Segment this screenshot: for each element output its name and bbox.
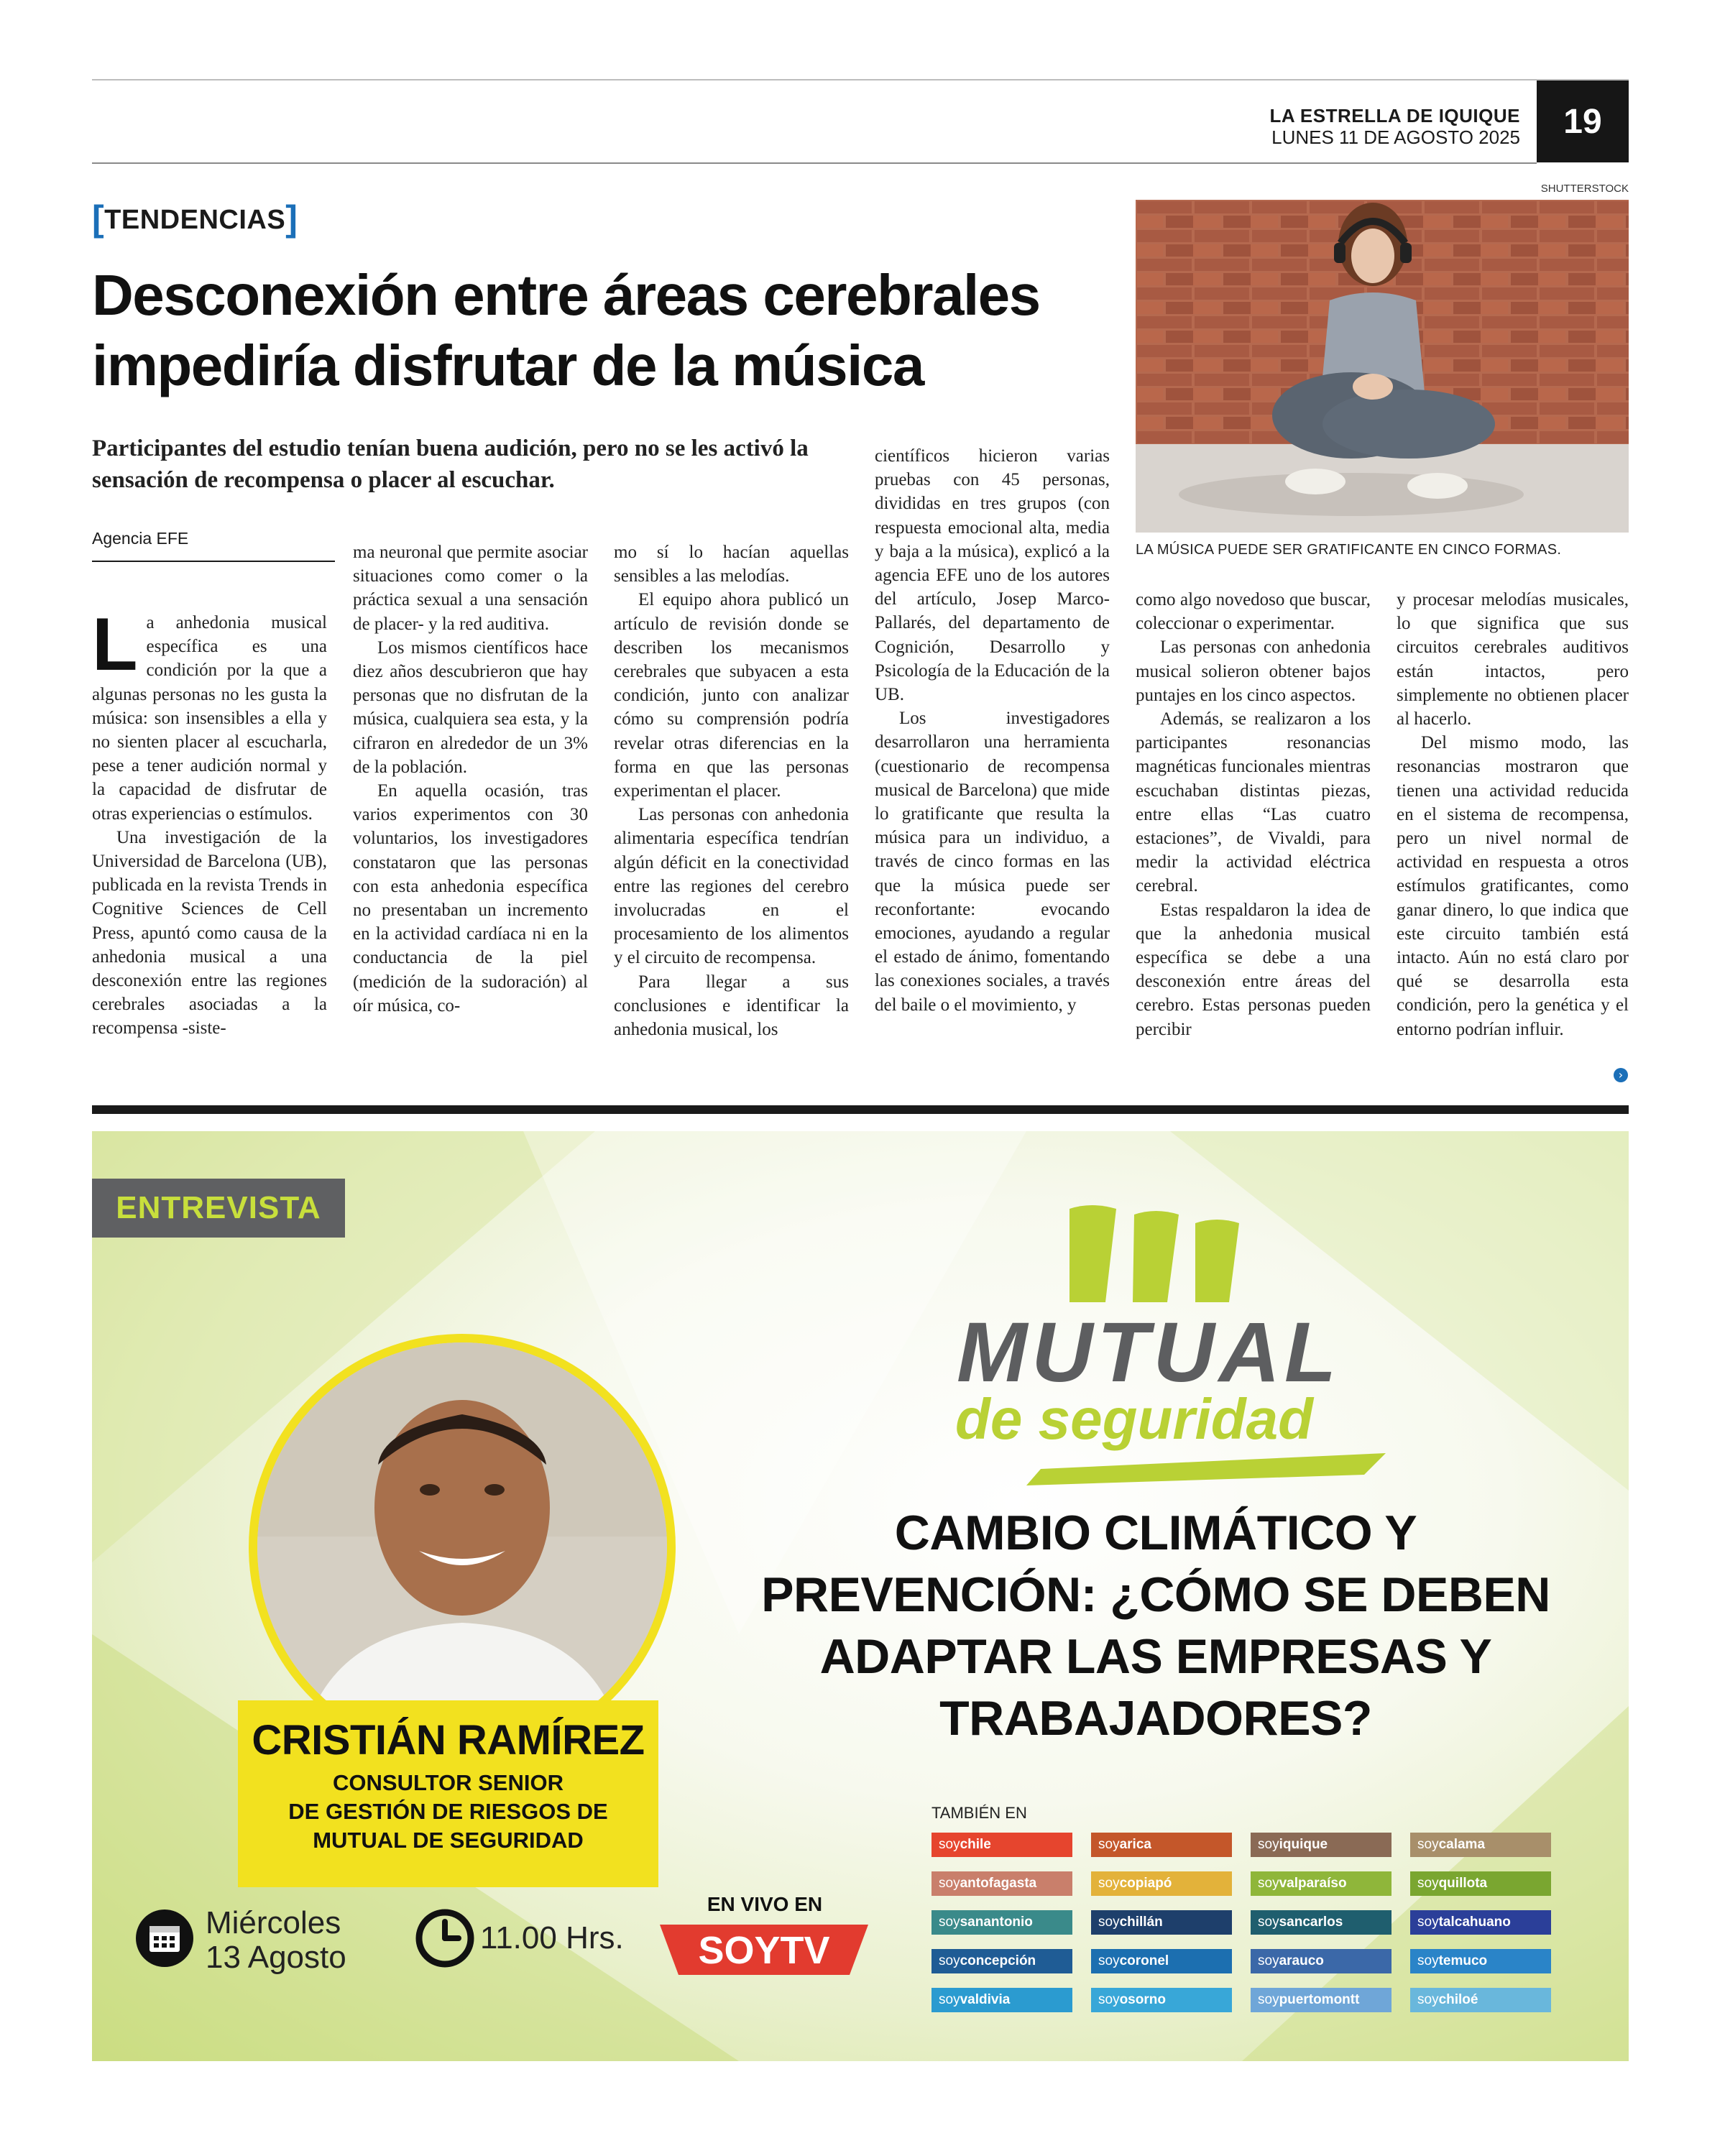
also-on-label: TAMBIÉN EN [932,1804,1027,1822]
article-column-4: científicos hicieron varias pruebas con 45 personas, divididas en tres grupos (con respuesta emocional alta, media y baja a la música), explicó a la agencia EFE uno de los autores del artículo, Josep Marco-Pallarés, del departamento de Cognición, Desarrollo y Psicología de la Educación de la UB. Los investigadores desarrollaron una herramienta (cuestionario de recompensa musical de Barcelona) que mide lo gratificante que resulta la música para un individuo, a través de cinco formas en las que la música puede ser reconfortante: evocando emociones, ayudando a regular el estado de ánimo, fomentando las conexiones sociales, a través del baile o el movimiento, y [875,446,1110,1015]
page-number: 19 [1537,80,1629,162]
byline-rule [92,561,335,562]
headline: Desconexión entre áreas cerebrales impediría disfrutar de la música [92,263,1040,397]
ad-title: CAMBIO CLIMÁTICO Y PREVENCIÓN: ¿CÓMO SE DEBEN ADAPTAR LAS EMPRESAS Y TRABAJADORES? [761,1506,1550,1746]
channel-list [932,1833,1555,2012]
channel-chip: soyquillota [1410,1871,1551,1896]
calendar-icon [135,1909,194,1968]
newspaper-name: LA ESTRELLA DE IQUIQUE [1269,105,1520,126]
issue-date: LUNES 11 DE AGOSTO 2025 [1271,126,1520,148]
article-column-1: La anhedonia musical específica es una condición por la que a algunas personas no les gusta la música: son insensibles a ella y no sienten placer al escucharla, pese a tener audición normal y la capacidad de disfrutar de otras experiencias o estímulos. Una investigación de la Universidad de Barcelona (UB), publicada en la revista Trends in Cognitive Sciences de Cell Press, apuntó como causa de la anhedonia musical a una desconexión entre las regiones cerebrales asociadas a la recompensa -siste- [92,611,327,1038]
article-column-5: como algo novedoso que buscar, coleccionar o experimentar. Las personas con anhedonia musical solieron obtener bajos puntajes en los cinco aspectos. Además, se realizaron a los participantes resonancias magnéticas funcionales mientras escuchaban distintas piezas, entre ellas “Las cuatro estaciones”, de Vivaldi, para medir la actividad eléctrica cerebral. Estas respaldaron la idea de que la anhedonia musical específica se debe a una desconexión entre áreas del cerebro. Estas personas pueden percibir [1136,590,1371,1039]
article-photo [1136,200,1629,533]
channel-chip: soycopiapó [1091,1871,1232,1896]
top-rule [92,79,1629,80]
channel-chip: soychile [932,1833,1072,1857]
guest-role: CONSULTOR SENIOR DE GESTIÓN DE RIESGOS DE MUTUAL DE SEGURIDAD [288,1770,608,1853]
channel-chip: soycoronel [1091,1949,1232,1973]
photo-credit: SHUTTERSTOCK [1540,183,1629,195]
interview-tag: ENTREVISTA [92,1179,345,1238]
channel-chip: soyarica [1091,1833,1232,1857]
channel-chip: soysanantonio [932,1910,1072,1935]
article-column-2: ma neuronal que permite asociar situaciones como comer o la práctica sexual a una sensación de placer- y la red auditiva. Los mismos científicos hace diez años descubrieron que hay personas que no disfrutan de la música, cualquiera sea esta, y la cifraron en alrededor de un 3% de la población. En aquella ocasión, tras varios experimentos con 30 voluntarios, los investigadores constataron que las personas con esta anhedonia específica no presentaban un incremento en la actividad cardíaca ni en la conductancia de la piel (medición de la sudoración) al oír música, co- [353,543,588,1015]
interview-ad [92,1131,1629,2061]
channel-chip: soyarauco [1251,1949,1392,1973]
guest-nameplate [238,1700,658,1887]
live-label: EN VIVO EN [707,1893,823,1915]
event-time: 11.00 Hrs. [480,1920,624,1955]
guest-name: CRISTIÁN RAMÍREZ [252,1717,645,1764]
drop-cap: L [92,611,138,686]
guest-portrait [249,1334,676,1761]
mutual-logo [832,1202,1479,1489]
article-column-3: mo sí lo hacían aquellas sensibles a las melodías. El equipo ahora publicó un artículo de revisión donde se describen los mecanismos cerebrales que subyacen a esta condición, junto con analizar cómo su comprensión podría revelar otras diferencias en la forma en que las personas experimentan el placer. Las personas con anhedonia alimentaria específica tendrían algún déficit en la conectividad entre las regiones del cerebro involucradas en el procesamiento de los alimentos y el circuito de recompensa. Para llegar a sus conclusiones e identificar la anhedonia musical, los [614,543,849,1040]
channel-chip: soychillán [1091,1910,1232,1935]
byline: Agencia EFE [92,529,189,548]
channel-chip: soysancarlos [1251,1910,1392,1935]
article-column-6: y procesar melodías musicales, lo que significa que sus circuitos cerebrales auditivos están intactos, pero simplemente no obtienen placer al hacerlo. Del mismo modo, las resonancias mostraron que tienen una actividad reducida en el sistema de recompensa, pero un nivel normal de actividad en respuesta a otros estímulos gratificantes, como ganar dinero, lo que indica que este circuito también está intacto. Aún no está claro por qué se desarrolla esta condición, pero la genética y el entorno podrían influir. [1397,590,1629,1039]
svg-text:SOYTV: SOYTV [698,1929,830,1972]
channel-chip: soyconcepción [932,1949,1072,1973]
photo-caption: LA MÚSICA PUEDE SER GRATIFICANTE EN CINCO FORMAS. [1136,542,1562,558]
section-divider [92,1105,1629,1114]
channel-chip: soychiloé [1410,1988,1551,2012]
soytv-logo [660,1919,868,1981]
svg-text:MUTUAL: MUTUAL [956,1305,1341,1400]
header-rule [92,162,1537,164]
channel-chip: soyantofagasta [932,1871,1072,1896]
event-date: Miércoles 13 Agosto [206,1905,346,1975]
channel-chip: soypuertomontt [1251,1988,1392,2012]
section-label: [TENDENCIAS] [92,198,298,239]
continue-icon: › [1614,1068,1628,1082]
channel-chip: soyosorno [1091,1988,1232,2012]
clock-icon [415,1909,474,1968]
channel-chip: soytalcahuano [1410,1910,1551,1935]
deck: Participantes del estudio tenían buena audición, pero no se les activó la sensación de recompensa o placer al escuchar. [92,436,809,493]
channel-chip: soycalama [1410,1833,1551,1857]
channel-chip: soyiquique [1251,1833,1392,1857]
svg-text:de seguridad: de seguridad [955,1387,1313,1451]
channel-chip: soytemuco [1410,1949,1551,1973]
channel-chip: soyvalparaíso [1251,1871,1392,1896]
channel-chip: soyvaldivia [932,1988,1072,2012]
